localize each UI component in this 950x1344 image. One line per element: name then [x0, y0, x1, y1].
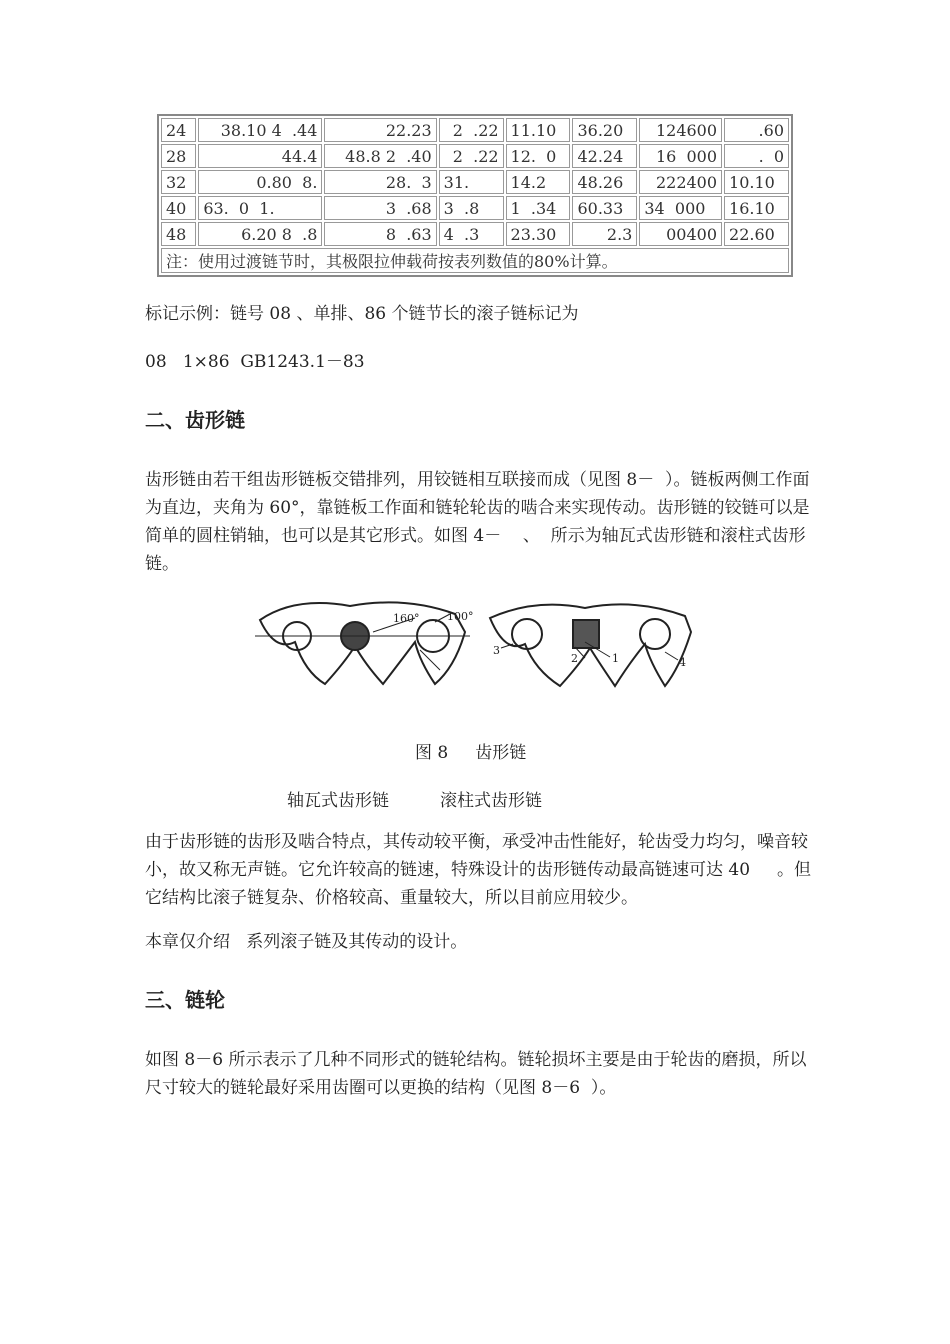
chain-spec-table: [157, 114, 793, 277]
table-row: [161, 222, 789, 246]
table-cell: 12. 0: [506, 144, 571, 168]
table-cell: 38.10 4 .44: [198, 118, 322, 142]
toothed-chain-figure: [255, 592, 695, 694]
section-heading-toothed-chain: 二、齿形链: [145, 408, 245, 432]
table-cell: 16.10: [724, 196, 789, 220]
roller-chain-drawing: [490, 604, 691, 686]
table-cell: 10.10: [724, 170, 789, 194]
table-cell: 42.24: [572, 144, 637, 168]
table-cell: 2.3: [572, 222, 637, 246]
table-cell: 4 .3: [439, 222, 504, 246]
table-cell: 14.2: [506, 170, 571, 194]
part-label-1: 1: [612, 652, 619, 665]
table-row: [161, 118, 789, 142]
table-cell: . 0: [724, 144, 789, 168]
table-cell: 3 .68: [324, 196, 436, 220]
paragraph-sprocket-structure: 如图 8－6 所示表示了几种不同形式的链轮结构。链轮损坏主要是由于轮齿的磨损，所以尺寸较大的链轮最好采用齿圈可以更换的结构（见图 8－6 ）。: [145, 1050, 807, 1098]
angle-label-160: 160°: [393, 612, 420, 625]
table-cell: 8 .63: [324, 222, 436, 246]
example-label: 标记示例：链号 08 、单排、86 个链节长的滚子链标记为: [145, 304, 579, 324]
paragraph-toothed-chain-features: 由于齿形链的齿形及啮合特点，其传动较平衡，承受冲击性能好，轮齿受力均匀，噪音较小，故又称无声链。它允许较高的链速，特殊设计的齿形链传动最高链速可达 40 。但它结构比滚子链复杂、价格较高、重量较大，所以目前应用较少。: [145, 832, 812, 908]
angle-label-100: 100°: [447, 610, 474, 623]
table-cell: 124600: [639, 118, 722, 142]
table-cell: 11.10: [506, 118, 571, 142]
table-cell: 48: [161, 222, 196, 246]
table-row: [161, 170, 789, 194]
table-cell: 23.30: [506, 222, 571, 246]
table-row: [161, 144, 789, 168]
table-cell: 00400: [639, 222, 722, 246]
part-label-4: 4: [679, 656, 686, 669]
table-cell: 0.80 8.: [198, 170, 322, 194]
part-label-2: 2: [571, 652, 578, 665]
paragraph-chapter-scope: 本章仅介绍 系列滚子链及其传动的设计。: [145, 932, 468, 952]
table-cell: 44.4: [198, 144, 322, 168]
table-cell: 28. 3: [324, 170, 436, 194]
section-heading-sprocket: 三、链轮: [145, 988, 225, 1012]
table-cell: 63. 0 1.: [198, 196, 322, 220]
subcaption-bushing: 轴瓦式齿形链: [287, 791, 389, 811]
table-cell: 34 000: [639, 196, 722, 220]
table-row: [161, 196, 789, 220]
table-cell: 222400: [639, 170, 722, 194]
table-cell: 24: [161, 118, 196, 142]
paragraph-toothed-chain-intro: 齿形链由若干组齿形链板交错排列，用铰链相互联接而成（见图 8－ ）。链板两侧工作面为直边，夹角为 60°，靠链板工作面和链轮轮齿的啮合来实现传动。齿形链的铰链可以是简单的圆柱销轴，也可以是其它形式。如图 4－ 、 所示为轴瓦式齿形链和滚柱式齿形链。: [145, 470, 810, 574]
table-cell: 22.60: [724, 222, 789, 246]
table-cell: 22.23: [324, 118, 436, 142]
table-cell: 28: [161, 144, 196, 168]
table-cell: 1 .34: [506, 196, 571, 220]
table-cell: .60: [724, 118, 789, 142]
table-cell: 36.20: [572, 118, 637, 142]
table-note-row: [161, 248, 789, 273]
table-note: 注：使用过渡链节时，其极限拉伸载荷按表列数值的80%计算。: [161, 248, 789, 273]
table-cell: 3 .8: [439, 196, 504, 220]
subcaption-roller: 滚柱式齿形链: [440, 791, 542, 811]
table-cell: 16 000: [639, 144, 722, 168]
example-code: 08 1×86 GB1243.1－83: [145, 352, 365, 372]
table-cell: 31.: [439, 170, 504, 194]
table-cell: 40: [161, 196, 196, 220]
table-cell: 48.8 2 .40: [324, 144, 436, 168]
table-cell: 2 .22: [439, 118, 504, 142]
table-cell: 60.33: [572, 196, 637, 220]
table-cell: 32: [161, 170, 196, 194]
part-label-3: 3: [493, 644, 500, 657]
bushing-chain-drawing: [255, 602, 470, 684]
figure-caption: 图 8 齿形链: [415, 743, 527, 763]
table-cell: 2 .22: [439, 144, 504, 168]
table-cell: 48.26: [572, 170, 637, 194]
table-cell: 6.20 8 .8: [198, 222, 322, 246]
